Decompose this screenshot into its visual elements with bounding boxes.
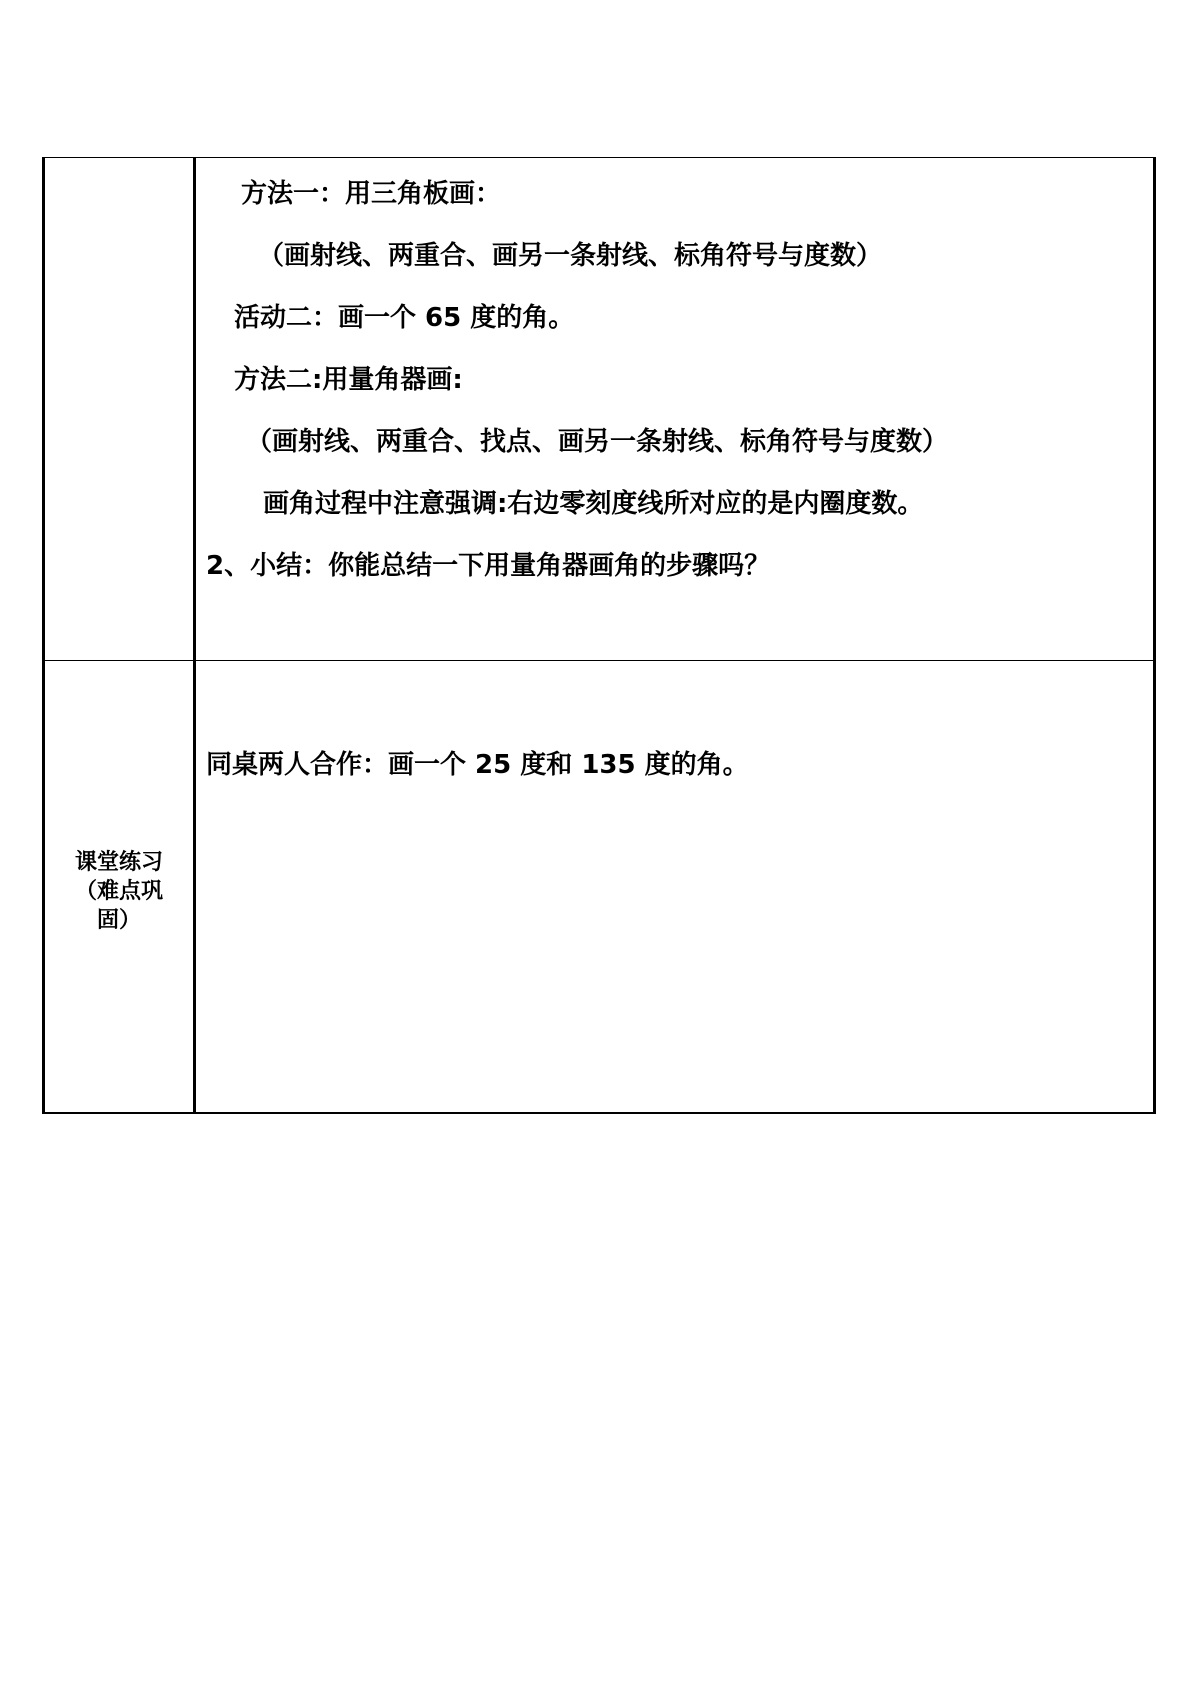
row-label-cell — [45, 158, 196, 660]
section-label-line: （难点巩 — [74, 879, 163, 904]
method-one-heading: 方法一：用三角板画： — [241, 179, 502, 209]
activity-two: 活动二：画一个 65 度的角。 — [234, 303, 575, 333]
section-label-line: 固） — [96, 908, 141, 933]
method-two-steps: （画射线、两重合、找点、画另一条射线、标角符号与度数） — [246, 427, 949, 457]
lesson-table — [42, 157, 1156, 1114]
classroom-practice-row — [45, 661, 1153, 1112]
method-one-steps: （画射线、两重合、画另一条射线、标角符号与度数） — [258, 241, 883, 271]
emphasis-note: 画角过程中注意强调:右边零刻度线所对应的是内圈度数。 — [263, 489, 924, 519]
section-label — [45, 848, 193, 935]
summary-question: 2、小结：你能总结一下用量角器画角的步骤吗？ — [206, 551, 771, 581]
teaching-process-row — [45, 158, 1153, 661]
row-content-cell — [196, 661, 1153, 1112]
row-content-cell — [196, 158, 1153, 660]
section-label-line: 课堂练习 — [74, 850, 163, 875]
practice-task: 同桌两人合作：画一个 25 度和 135 度的角。 — [206, 750, 749, 780]
row-label-cell — [45, 661, 196, 1112]
method-two-heading: 方法二:用量角器画: — [234, 365, 463, 395]
